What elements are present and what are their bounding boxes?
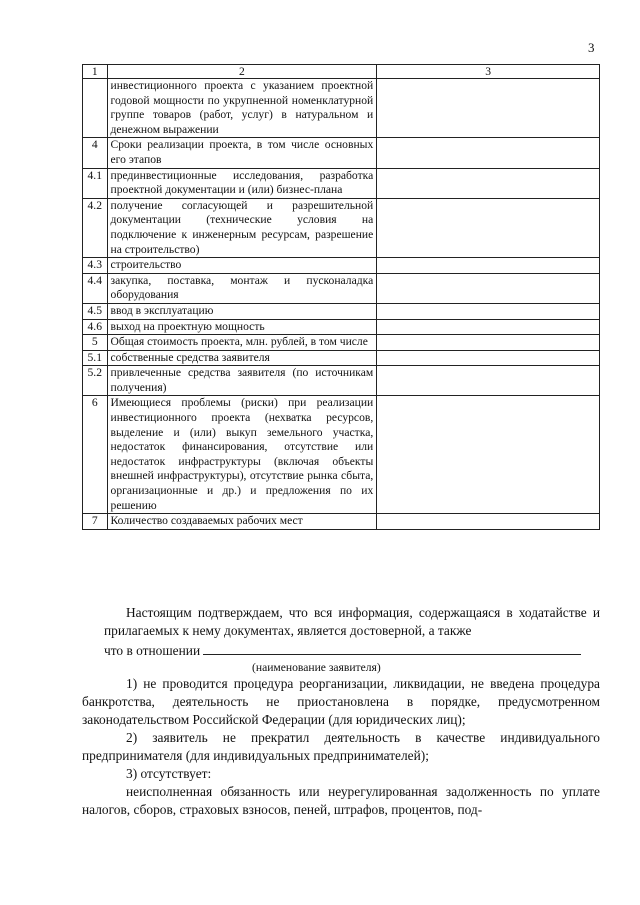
item-2-paragraph: 2) заявитель не прекратил деятельность в качестве индивидуального предпринимателя (для индивидуальных предпринимателей); (82, 730, 600, 763)
table-row (83, 198, 600, 257)
item-1-paragraph: 1) не проводится процедура реорганизации, ликвидации, не введена процедура банкротства, деятельность не приостановлена в порядке, предусмотренном законодательством Российской Федерации (для юридических лиц); (82, 676, 600, 727)
confirmation-section (82, 604, 600, 819)
row-description: ввод в эксплуатацию (107, 303, 377, 319)
row-value-cell[interactable] (377, 514, 600, 530)
row-value-cell[interactable] (377, 79, 600, 138)
confirmation-paragraph: Настоящим подтверждаем, что вся информация, содержащаяся в ходатайстве и прилагаемых к нему документах, является достоверной, а также (104, 605, 600, 638)
row-description: собственные средства заявителя (107, 350, 377, 366)
row-description: выход на проектную мощность (107, 319, 377, 335)
row-description: привлеченные средства заявителя (по источникам получения) (107, 366, 377, 396)
item-3-paragraph: 3) отсутствует: (126, 766, 212, 781)
table-row (83, 168, 600, 198)
row-value-cell[interactable] (377, 350, 600, 366)
row-number: 4 (83, 138, 108, 168)
column-header-number: 1 (83, 65, 108, 79)
row-number: 4.3 (83, 258, 108, 274)
row-description: строительство (107, 258, 377, 274)
row-number: 5.2 (83, 366, 108, 396)
in-relation-label: что в отношении (104, 643, 201, 658)
row-number: 5.1 (83, 350, 108, 366)
row-number (83, 79, 108, 138)
row-description: инвестиционного проекта с указанием проектной годовой мощности по укрупненной номенклатурной группе товаров (работ, услуг) в натуральном и денежном выражении (107, 79, 377, 138)
page-number: 3 (588, 40, 595, 55)
table-row (83, 138, 600, 168)
table-row (83, 335, 600, 351)
table-row (83, 319, 600, 335)
table-row (83, 514, 600, 530)
row-number: 5 (83, 335, 108, 351)
row-number: 4.5 (83, 303, 108, 319)
row-value-cell[interactable] (377, 258, 600, 274)
row-value-cell[interactable] (377, 366, 600, 396)
row-number: 4.6 (83, 319, 108, 335)
row-number: 4.2 (83, 198, 108, 257)
row-description: получение согласующей и разрешительной документации (технические условия на подключение к инженерным ресурсам, разрешение на строительство) (107, 198, 377, 257)
row-description: Имеющиеся проблемы (риски) при реализации инвестиционного проекта (нехватка ресурсов, выделение и (или) выкуп земельного участка, недостаток финансирования, отсутствие или недостаток инфраструктуры (включая объекты внешней инфраструктуры), отсутствие рынка сбыта, организационные и др.) и предложения по их решению (107, 396, 377, 514)
table-row (83, 273, 600, 303)
table-row (83, 350, 600, 366)
row-value-cell[interactable] (377, 303, 600, 319)
row-value-cell[interactable] (377, 273, 600, 303)
table-row (83, 366, 600, 396)
row-value-cell[interactable] (377, 396, 600, 514)
row-value-cell[interactable] (377, 335, 600, 351)
applicant-name-caption: (наименование заявителя) (252, 661, 381, 674)
table-row (83, 258, 600, 274)
table-row (83, 303, 600, 319)
table-header-row (83, 65, 600, 79)
row-description: Общая стоимость проекта, млн. рублей, в том числе (107, 335, 377, 351)
row-number: 4.4 (83, 273, 108, 303)
column-header-description: 2 (107, 65, 377, 79)
table-row (83, 79, 600, 138)
applicant-name-blank[interactable] (203, 640, 581, 655)
row-value-cell[interactable] (377, 319, 600, 335)
table-row (83, 396, 600, 514)
row-value-cell[interactable] (377, 198, 600, 257)
row-number: 6 (83, 396, 108, 514)
row-value-cell[interactable] (377, 168, 600, 198)
row-number: 4.1 (83, 168, 108, 198)
row-description: Количество создаваемых рабочих мест (107, 514, 377, 530)
row-description: закупка, поставка, монтаж и пусконаладка оборудования (107, 273, 377, 303)
row-number: 7 (83, 514, 108, 530)
applicant-line (82, 640, 600, 660)
application-form-table (82, 64, 600, 530)
row-description: Сроки реализации проекта, в том числе основных его этапов (107, 138, 377, 168)
row-value-cell[interactable] (377, 138, 600, 168)
column-header-value: 3 (377, 65, 600, 79)
item-3-text-paragraph: неисполненная обязанность или неурегулированная задолженность по уплате налогов, сборов, страховых взносов, пеней, штрафов, процентов, под- (82, 784, 600, 817)
row-description: прединвестиционные исследования, разработка проектной документации и (или) бизнес-плана (107, 168, 377, 198)
